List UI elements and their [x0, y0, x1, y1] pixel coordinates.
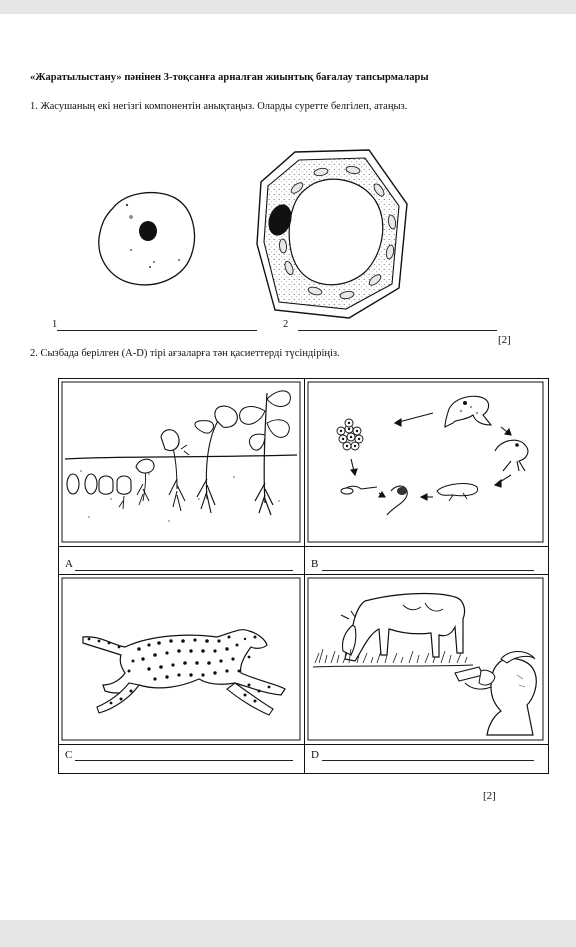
answer-2-line[interactable]: [298, 330, 497, 331]
label-c-cell: [59, 745, 305, 773]
plant-cell-illustration: [253, 148, 411, 320]
animal-cell-illustration: [95, 186, 200, 290]
germination-illustration: [59, 379, 303, 545]
worksheet-page: [0, 14, 576, 920]
answer-1-number: 1: [52, 319, 58, 330]
question-2-marks: [2]: [483, 790, 496, 802]
label-a: A: [65, 558, 73, 570]
label-a-cell: [59, 547, 305, 575]
cell-a-germination: [59, 379, 305, 547]
cell-c-cheetah: [59, 575, 305, 745]
drinking-illustration: [305, 575, 546, 743]
question-1-marks: [2]: [498, 334, 511, 346]
cell-b-frog-lifecycle: [305, 379, 548, 547]
answer-b-line[interactable]: [322, 570, 534, 571]
question-2-text: 2. Сызбада берілген (A-D) тірі ағзаларға тән қасиеттерді түсіндіріңіз.: [30, 348, 340, 359]
answer-2-number: 2: [283, 319, 289, 330]
answer-1-line[interactable]: [57, 330, 257, 331]
answer-a-line[interactable]: [75, 570, 293, 571]
frog-lifecycle-illustration: [305, 379, 546, 545]
cheetah-illustration: [59, 575, 303, 743]
label-c: C: [65, 749, 73, 761]
question-1-text: 1. Жасушаның екі негізгі компонентін анықтаңыз. Оларды суретте белгілеп, атаңыз.: [30, 101, 408, 112]
worksheet-title: «Жаратылыстану» пәнінен 3-тоқсанға арналған жиынтық бағалау тапсырмалары: [30, 72, 429, 83]
label-d-cell: [305, 745, 548, 773]
label-d: D: [311, 749, 319, 761]
label-b-cell: [305, 547, 548, 575]
answer-c-line[interactable]: [75, 760, 293, 761]
answer-d-line[interactable]: [322, 760, 534, 761]
image-grid: [58, 378, 549, 774]
cell-d-drinking: [305, 575, 548, 745]
label-b: B: [311, 558, 319, 570]
